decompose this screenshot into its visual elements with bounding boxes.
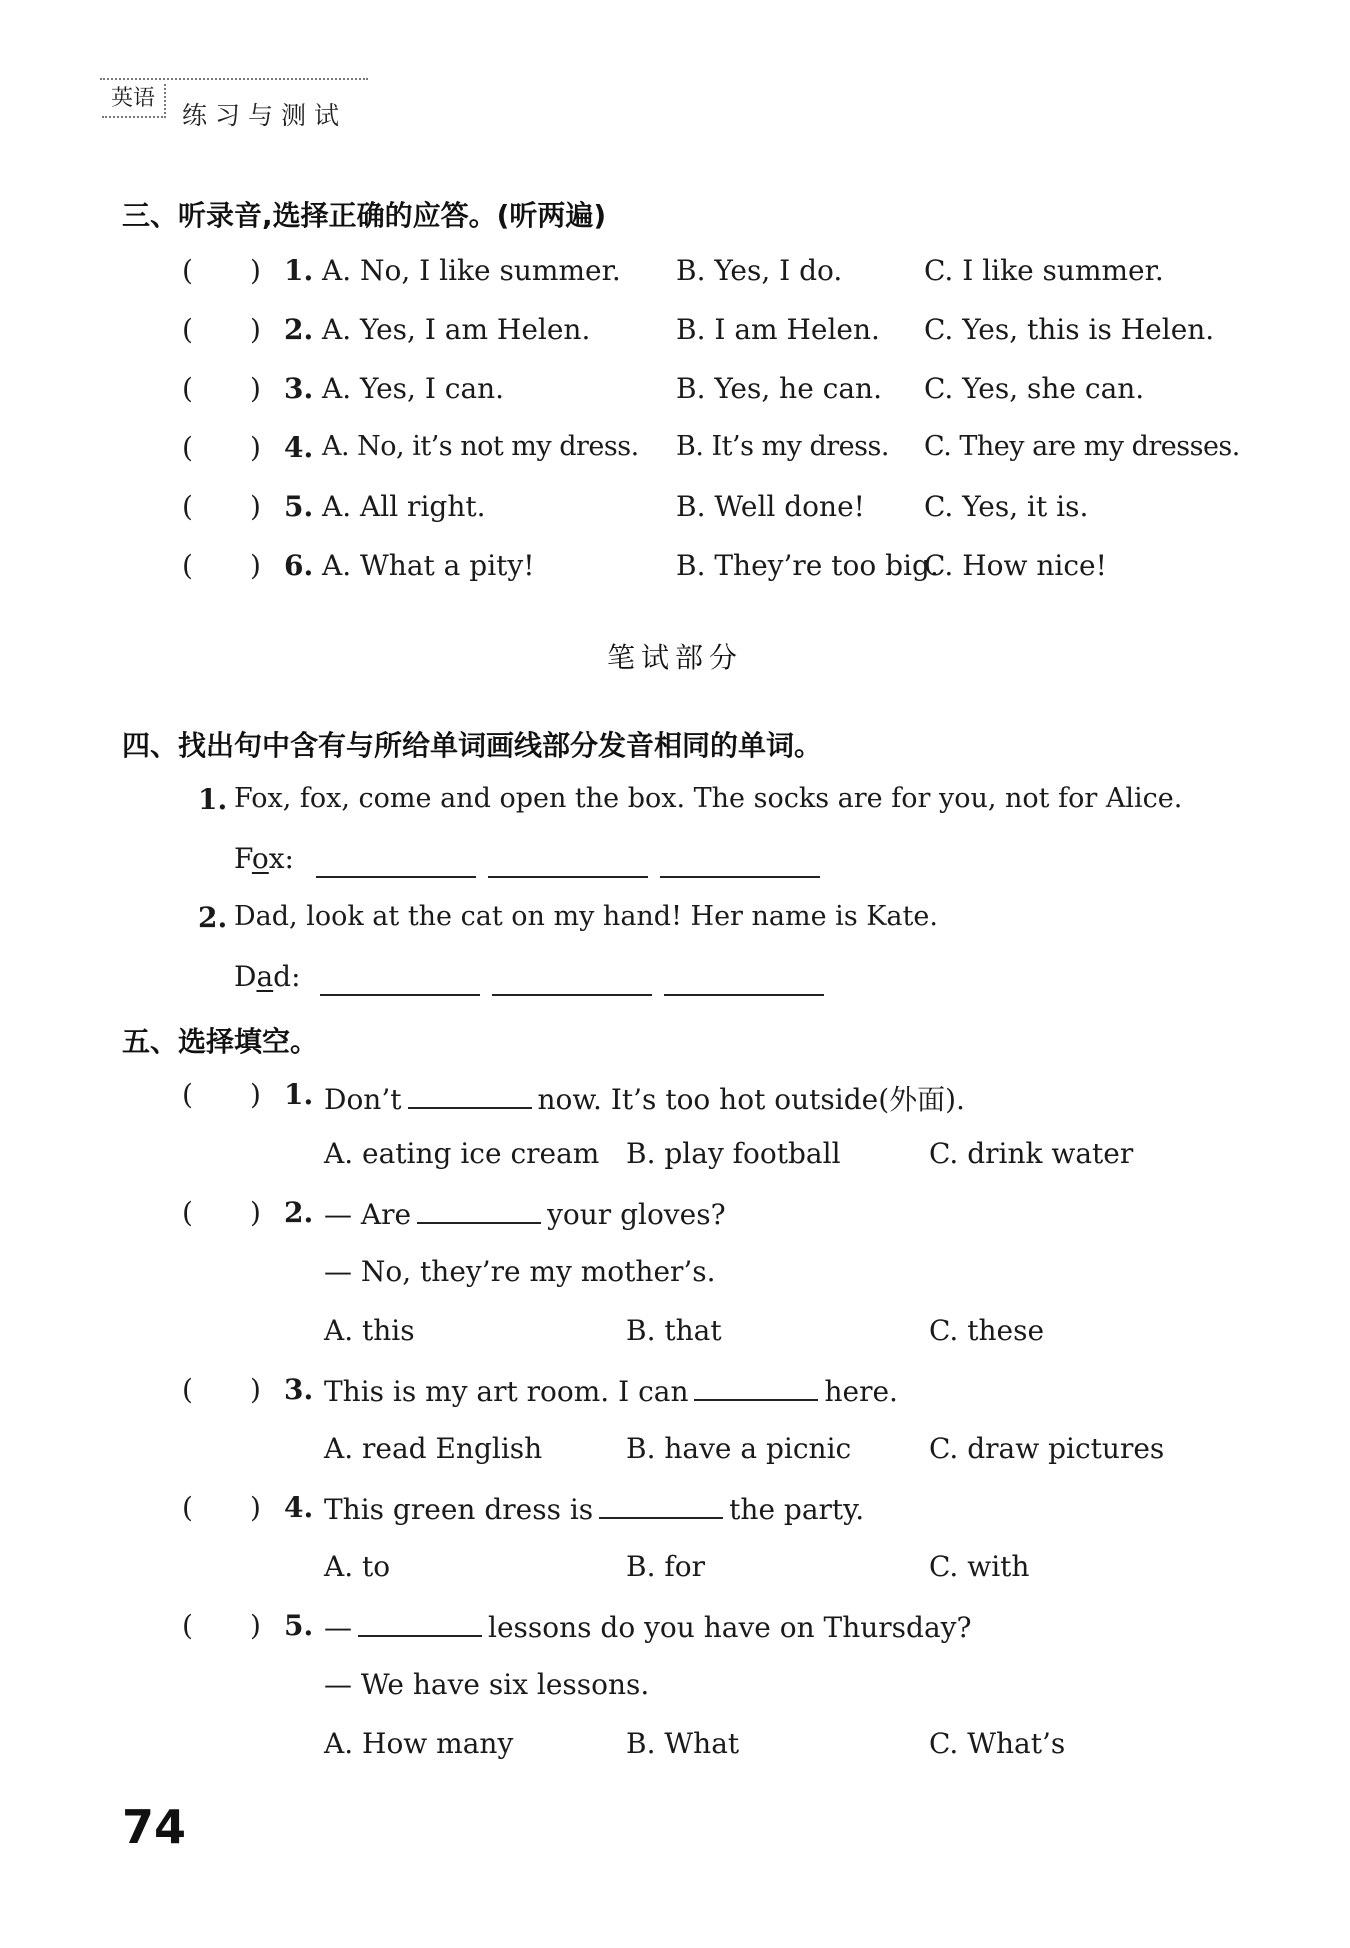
target-word	[234, 842, 294, 875]
option-b: B. Well done!	[676, 490, 865, 523]
answer-paren-open: (	[182, 372, 193, 405]
question-stem	[324, 1078, 965, 1118]
answer-paren-close: )	[250, 431, 261, 464]
target-word-suffix: d:	[273, 960, 301, 993]
answer-paren-close: )	[250, 1491, 261, 1524]
option-c: C. drink water	[929, 1137, 1134, 1170]
option-b: B. play football	[626, 1137, 841, 1170]
section5-title: 五、选择填空。	[122, 1025, 319, 1058]
option-c: C. with	[929, 1550, 1030, 1583]
option-a: A. What a pity!	[322, 549, 535, 582]
option-a: A. this	[324, 1314, 415, 1347]
option-a: A. Yes, I am Helen.	[322, 313, 591, 346]
answer-paren-open: (	[182, 549, 193, 582]
option-b: B. that	[626, 1314, 722, 1347]
dialogue-reply: — No, they’re my mother’s.	[324, 1255, 716, 1288]
option-c: C. How nice!	[924, 549, 1107, 582]
option-a: A. No, I like summer.	[322, 254, 621, 287]
option-c: C. draw pictures	[929, 1432, 1165, 1465]
question-stem	[324, 1609, 971, 1644]
answer-line[interactable]	[492, 992, 652, 996]
answer-paren-close: )	[250, 372, 261, 405]
stem-after-blank: lessons do you have on Thursday?	[488, 1611, 972, 1644]
answer-blank[interactable]	[358, 1609, 482, 1637]
answer-blank[interactable]	[408, 1081, 532, 1109]
target-word	[234, 960, 301, 993]
option-a: A. All right.	[322, 490, 486, 523]
option-c: C. What’s	[929, 1727, 1066, 1760]
option-a: A. No, it’s not my dress.	[322, 431, 639, 462]
answer-paren-close: )	[250, 1609, 261, 1642]
answer-paren-open: (	[182, 1373, 193, 1406]
question-number: 2.	[284, 1196, 314, 1229]
stem-after-blank: the party.	[729, 1493, 865, 1526]
page-number: 74	[122, 1800, 187, 1854]
target-word-suffix: x:	[268, 842, 294, 875]
option-c: C. Yes, this is Helen.	[924, 313, 1215, 346]
answer-blank[interactable]	[599, 1491, 723, 1519]
answer-paren-open: (	[182, 490, 193, 523]
question-stem	[324, 1491, 864, 1526]
answer-paren-close: )	[250, 1078, 261, 1111]
item-number: 2.	[198, 901, 228, 934]
subject-label: 英语	[102, 84, 166, 118]
option-b: B. They’re too big.	[676, 549, 939, 582]
answer-paren-open: (	[182, 254, 193, 287]
option-b: B. I am Helen.	[676, 313, 880, 346]
answer-paren-close: )	[250, 1196, 261, 1229]
option-a: A. Yes, I can.	[322, 372, 505, 405]
option-b: B. Yes, I do.	[676, 254, 843, 287]
answer-paren-close: )	[250, 490, 261, 523]
option-c: C. Yes, she can.	[924, 372, 1145, 405]
question-number: 3.	[284, 1373, 314, 1406]
question-number: 3.	[284, 372, 314, 405]
answer-blank[interactable]	[694, 1373, 818, 1401]
answer-paren-close: )	[250, 549, 261, 582]
option-a: A. to	[324, 1550, 391, 1583]
question-number: 6.	[284, 549, 314, 582]
option-b: B. It’s my dress.	[676, 431, 889, 462]
answer-line[interactable]	[664, 992, 824, 996]
target-word-prefix: F	[234, 842, 252, 875]
answer-line[interactable]	[316, 874, 476, 878]
answer-line[interactable]	[488, 874, 648, 878]
dialogue-reply: — We have six lessons.	[324, 1668, 650, 1701]
written-part-heading: 笔试部分	[606, 641, 743, 674]
option-c: C. They are my dresses.	[924, 431, 1240, 462]
stem-before-blank: This green dress is	[324, 1493, 594, 1526]
target-word-underlined: o	[251, 842, 269, 875]
stem-before-blank: This is my art room. I can	[324, 1375, 689, 1408]
stem-after-blank: here.	[824, 1375, 898, 1408]
option-a: A. eating ice cream	[324, 1137, 600, 1170]
section3-title: 三、听录音,选择正确的应答。(听两遍)	[122, 199, 607, 232]
answer-paren-open: (	[182, 431, 193, 464]
stem-after-blank: your gloves?	[547, 1198, 726, 1231]
option-c: C. I like summer.	[924, 254, 1164, 287]
section4-title: 四、找出句中含有与所给单词画线部分发音相同的单词。	[122, 729, 823, 762]
answer-paren-open: (	[182, 1609, 193, 1642]
answer-paren-open: (	[182, 313, 193, 346]
question-number: 5.	[284, 1609, 314, 1642]
option-c: C. these	[929, 1314, 1045, 1347]
question-number: 1.	[284, 254, 314, 287]
question-stem	[324, 1373, 898, 1408]
question-number: 5.	[284, 490, 314, 523]
book-header	[100, 74, 370, 130]
target-word-prefix: D	[234, 960, 257, 993]
book-title: 练习与测试	[182, 101, 348, 130]
option-b: B. for	[626, 1550, 705, 1583]
answer-line[interactable]	[660, 874, 820, 878]
item-sentence: Fox, fox, come and open the box. The socks are for you, not for Alice.	[234, 783, 1183, 814]
answer-blank[interactable]	[417, 1196, 541, 1224]
answer-paren-open: (	[182, 1491, 193, 1524]
item-number: 1.	[198, 783, 228, 816]
option-b: B. have a picnic	[626, 1432, 852, 1465]
stem-before-blank: — Are	[324, 1198, 412, 1231]
answer-paren-open: (	[182, 1196, 193, 1229]
answer-paren-close: )	[250, 254, 261, 287]
option-b: B. Yes, he can.	[676, 372, 882, 405]
option-b: B. What	[626, 1727, 740, 1760]
question-number: 4.	[284, 431, 314, 464]
answer-paren-open: (	[182, 1078, 193, 1111]
option-c: C. Yes, it is.	[924, 490, 1089, 523]
stem-after-blank: now. It’s too hot outside(外面).	[537, 1083, 965, 1116]
header-dotted-rule	[100, 78, 368, 80]
stem-before-blank: —	[324, 1611, 352, 1644]
item-sentence: Dad, look at the cat on my hand! Her name is Kate.	[234, 901, 938, 932]
question-number: 4.	[284, 1491, 314, 1524]
answer-line[interactable]	[320, 992, 480, 996]
question-number: 1.	[284, 1078, 314, 1111]
target-word-underlined: a	[256, 960, 274, 993]
question-stem	[324, 1196, 726, 1231]
stem-before-blank: Don’t	[324, 1083, 402, 1116]
option-a: A. read English	[324, 1432, 543, 1465]
answer-paren-close: )	[250, 313, 261, 346]
question-number: 2.	[284, 313, 314, 346]
answer-paren-close: )	[250, 1373, 261, 1406]
option-a: A. How many	[324, 1727, 514, 1760]
